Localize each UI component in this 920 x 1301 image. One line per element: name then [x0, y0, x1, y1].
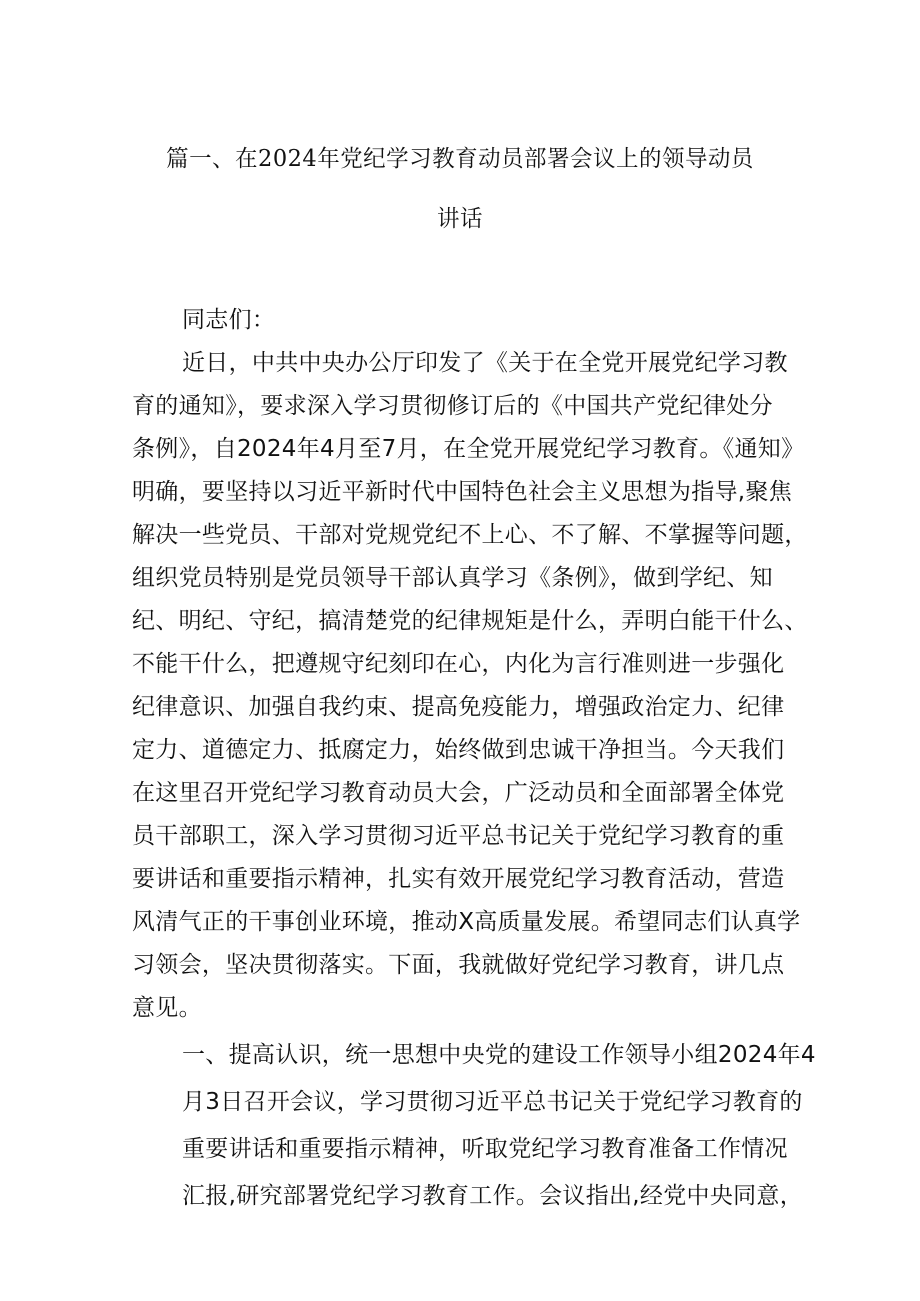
- paragraph-line: 近日，中共中央办公厅印发了《关于在全党开展党纪学习教: [182, 350, 788, 376]
- paragraph-line: 要讲话和重要指示精神，扎实有效开展党纪学习教育活动，营造: [132, 866, 785, 892]
- paragraph-line: 在这里召开党纪学习教育动员大会，广泛动员和全面部署全体党: [132, 780, 785, 806]
- paragraph-line: 明确，要坚持以习近平新时代中国特色社会主义思想为指导,聚焦: [132, 479, 793, 505]
- paragraph-line: 意见。: [132, 995, 202, 1021]
- paragraph-line: 纪律意识、加强自我约束、提高免疫能力，增强政治定力、纪律: [132, 694, 785, 720]
- paragraph-line: 组织党员特别是党员领导干部认真学习《条例》，做到学纪、知: [132, 565, 773, 591]
- paragraph-line: 不能干什么，把遵规守纪刻印在心，内化为言行准则进一步强化: [132, 651, 785, 677]
- paragraph-line: 汇报,研究部署党纪学习教育工作。会议指出,经党中央同意，: [182, 1183, 804, 1209]
- paragraph-line: 风清气正的干事创业环境，推动X高质量发展。希望同志们认真学: [132, 909, 801, 935]
- paragraph-line: 重要讲话和重要指示精神，听取党纪学习教育准备工作情况: [182, 1136, 788, 1162]
- paragraph-line: 月3日召开会议，学习贯彻习近平总书记关于党纪学习教育的: [182, 1089, 803, 1115]
- document-title-line-2: 讲话: [437, 206, 483, 232]
- paragraph-line: 育的通知》，要求深入学习贯彻修订后的《中国共产党纪律处分: [132, 393, 773, 419]
- paragraph-line: 一、提高认识，统一思想中央党的建设工作领导小组2024年4: [182, 1042, 816, 1068]
- paragraph-line: 定力、道德定力、抵腐定力，始终做到忠诚干净担当。今天我们: [132, 737, 785, 763]
- document-title-line-1: 篇一、在2024年党纪学习教育动员部署会议上的领导动员: [166, 146, 754, 172]
- paragraph-line: 纪、明纪、守纪，搞清楚党的纪律规矩是什么，弄明白能干什么、: [132, 608, 808, 634]
- paragraph-line: 解决一些党员、干部对党规党纪不上心、不了解、不掌握等问题，: [132, 522, 808, 548]
- paragraph-line: 条例》，自2024年4月至7月，在全党开展党纪学习教育。《通知》: [132, 436, 805, 462]
- salutation: 同志们：: [182, 307, 276, 333]
- paragraph-line: 习领会，坚决贯彻落实。下面，我就做好党纪学习教育，讲几点: [132, 952, 785, 978]
- paragraph-line: 员干部职工，深入学习贯彻习近平总书记关于党纪学习教育的重: [132, 823, 785, 849]
